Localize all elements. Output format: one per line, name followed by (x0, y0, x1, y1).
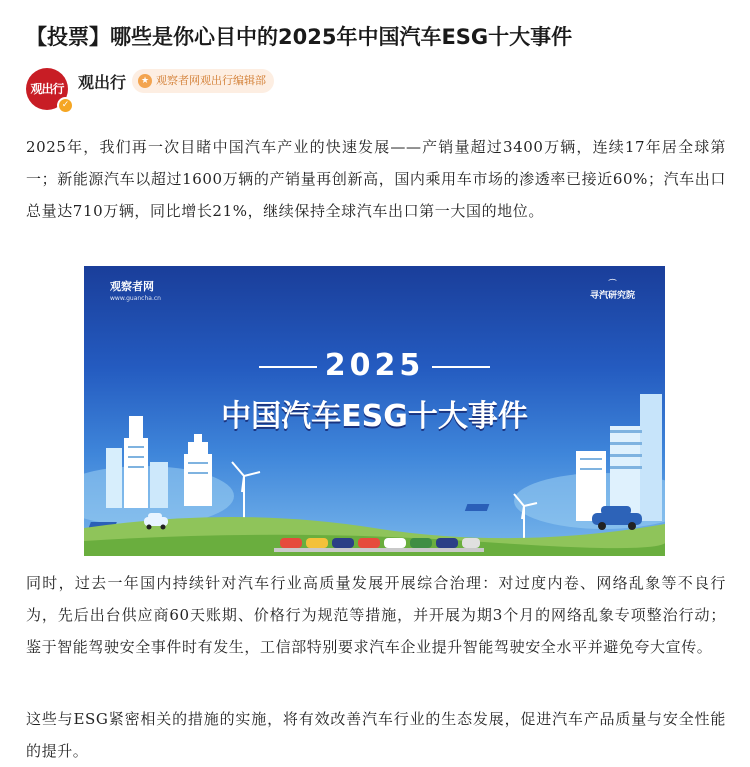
banner-year-text: 2025 (324, 348, 425, 383)
author-name[interactable]: 观出行 (78, 73, 127, 92)
article-paragraph-3: 这些与ESG紧密相关的措施的实施，将有效改善汽车行业的生态发展，促进汽车产品质量与安全性能的提升。 (26, 710, 726, 760)
author-tag (132, 69, 274, 93)
banner-rule-right (432, 366, 490, 368)
article-paragraph-2: 同时，过去一年国内持续针对汽车行业高质量发展开展综合治理：对过度内卷、网络乱象等不良行为，先后出台供应商60天账期、价格行为规范等措施，并开展为期3个月的网络乱象专项整治行动；鉴于智能驾驶安全事件时有发生，工信部特别要求汽车企业提升智能驾驶安全水平并避免夸大宣传。 (26, 574, 726, 656)
avatar-text: 观出行 (30, 82, 64, 96)
article-title: 【投票】哪些是你心目中的2025年中国汽车ESG十大事件 (26, 25, 573, 49)
guancha-logo-url: www.guancha.cn (110, 295, 161, 302)
guancha-logo (110, 278, 161, 302)
article-banner-image (84, 266, 665, 556)
author-tag-label: 观察者网观出行编辑部 (156, 74, 266, 87)
research-institute-label: 寻汽研究院 (589, 291, 635, 301)
banner-headline: 中国汽车ESG十大事件 (221, 399, 528, 434)
guancha-logo-text: 观察者网 (110, 280, 154, 293)
research-institute-logo (590, 280, 635, 301)
editor-badge-icon: ★ (138, 74, 152, 88)
banner-rule-left (259, 366, 317, 368)
verified-badge-icon: ✓ (57, 97, 74, 114)
banner-year (84, 348, 665, 383)
author-row (26, 68, 726, 112)
article-paragraph-1: 2025年，我们再一次目睹中国汽车产业的快速发展——产销量超过3400万辆，连续17年居全球第一；新能源汽车以超过1600万辆的产销量再创新高，国内乘用车市场的渗透率已接近60%；汽车出口总量达710万辆，同比增长21%，继续保持全球汽车出口第一大国的地位。 (26, 138, 726, 220)
car-logo-icon: ⌒ (608, 279, 617, 288)
